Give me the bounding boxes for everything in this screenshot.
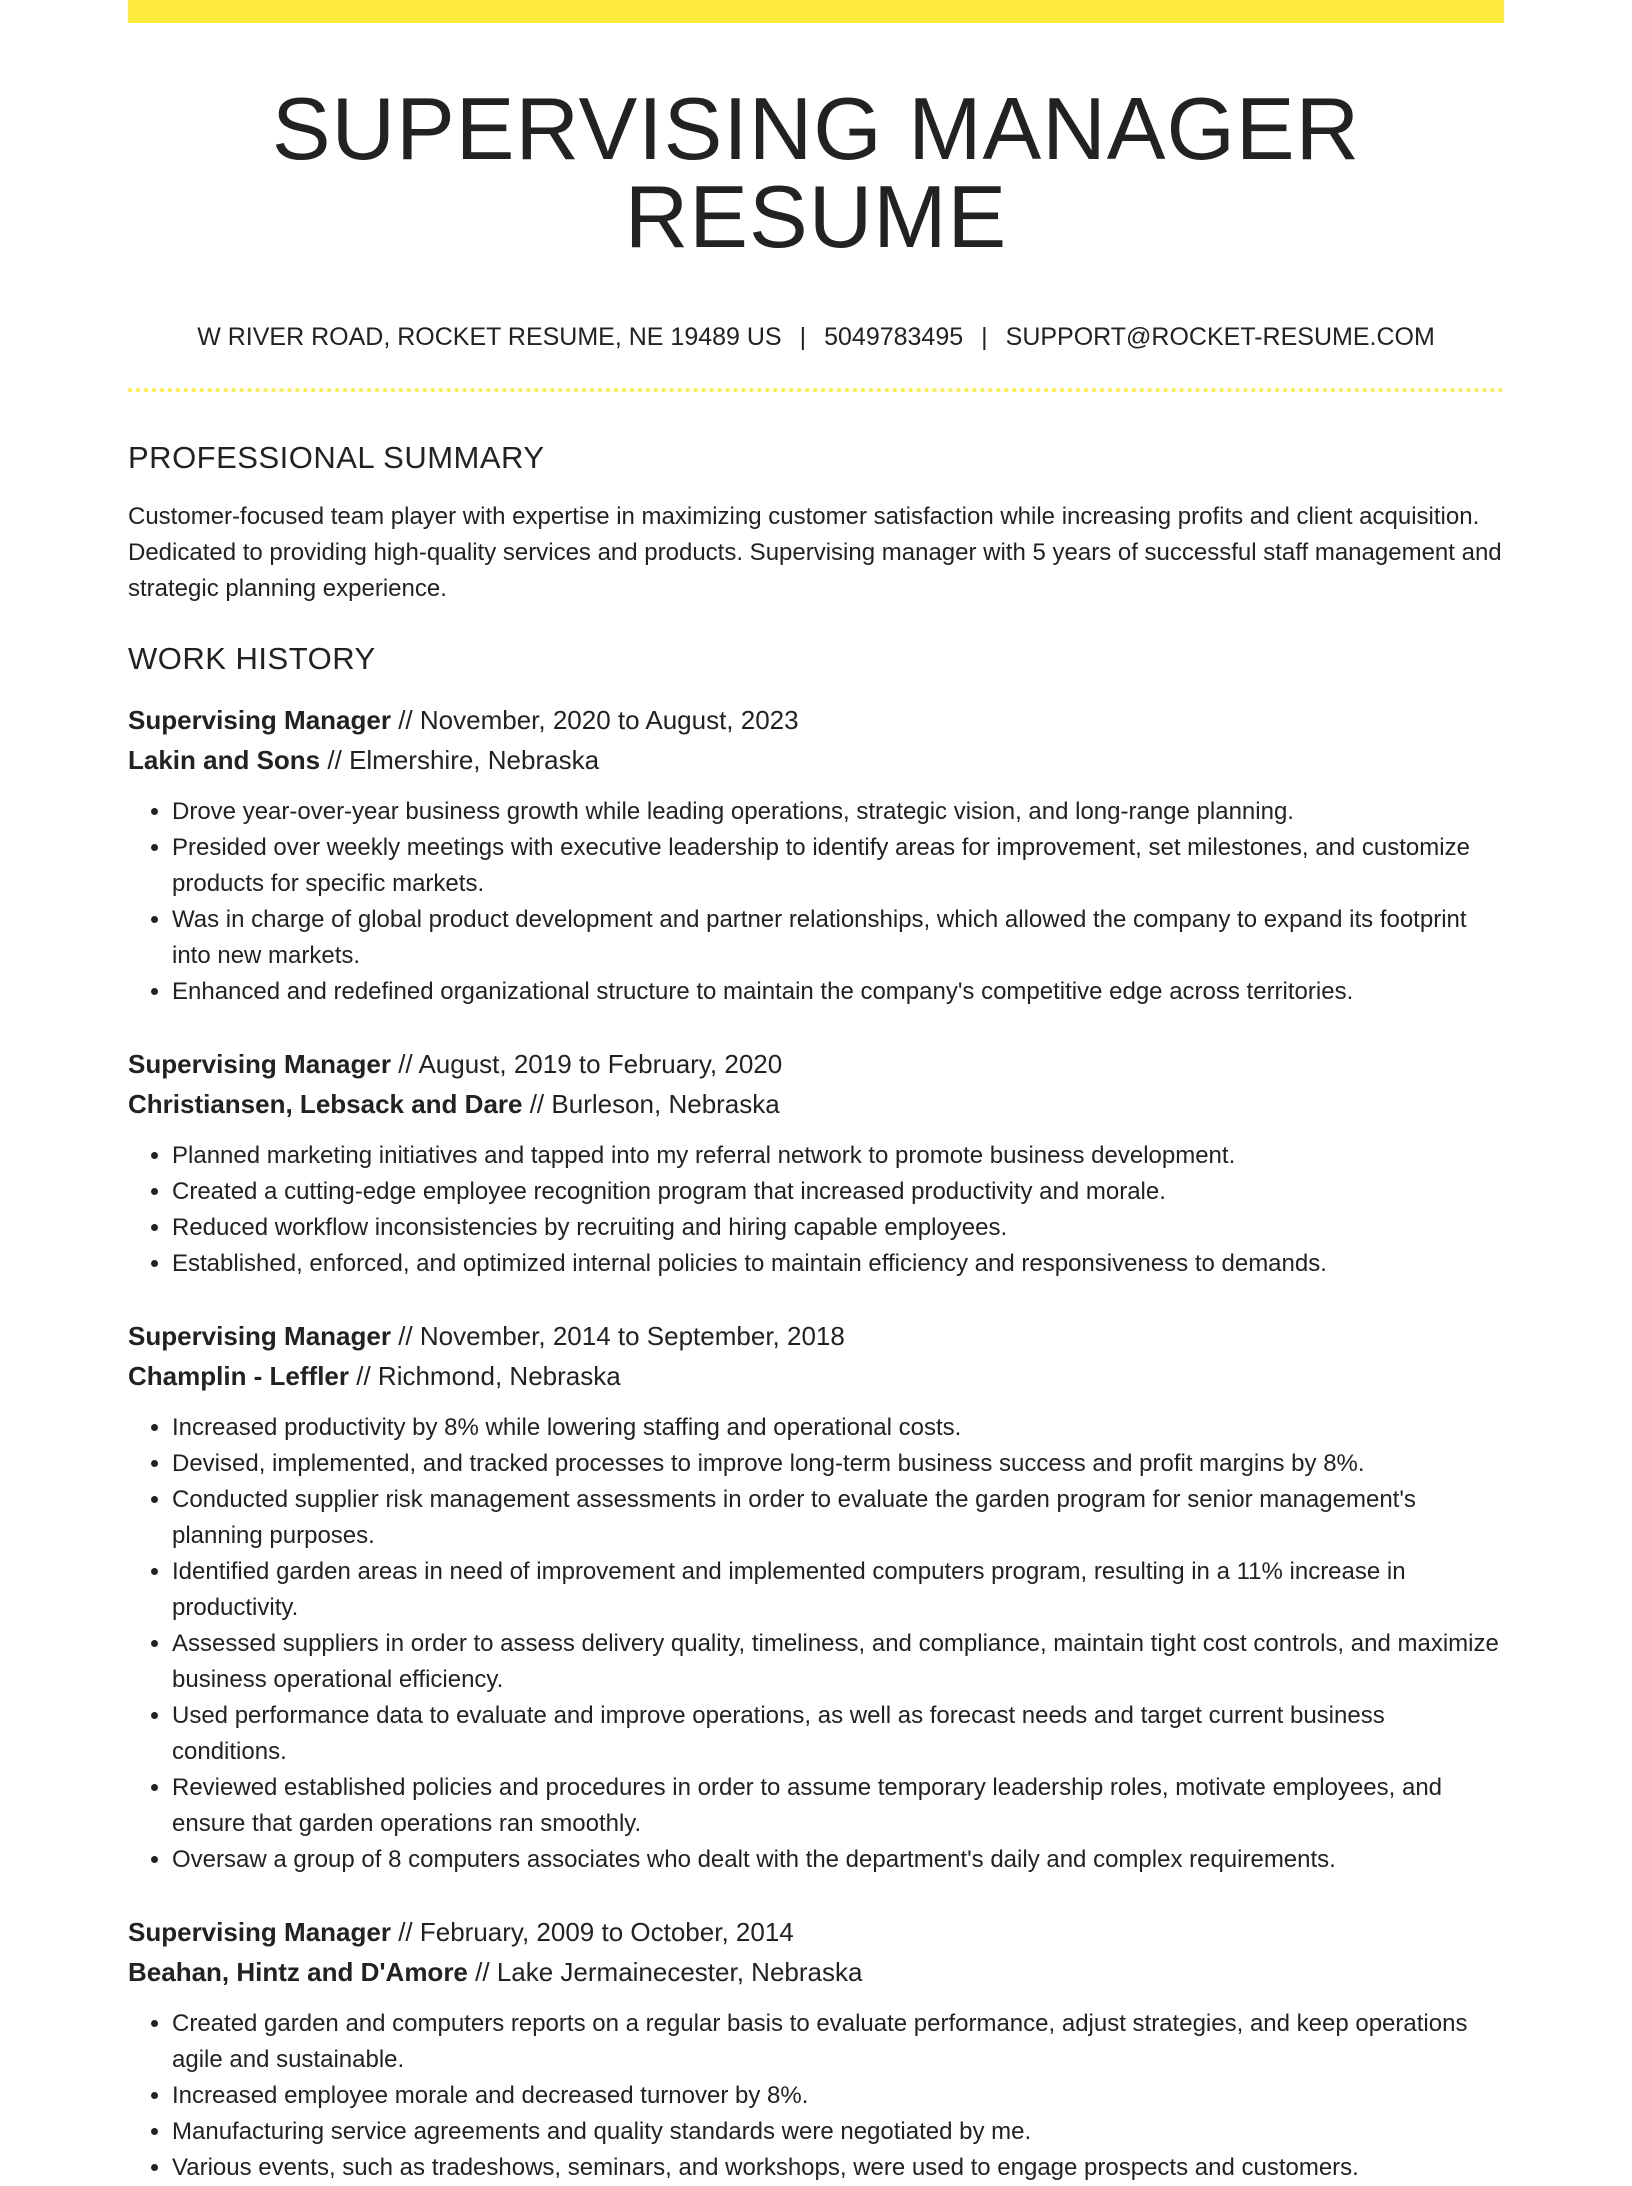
field-separator: // — [467, 1957, 497, 1987]
job-bullet: • Used performance data to evaluate and improve operations, as well as forecast needs and target current business conditions. — [172, 1698, 1504, 1770]
job-entry — [128, 1316, 1504, 1878]
field-separator: // — [390, 705, 420, 735]
field-separator: // — [390, 1321, 420, 1351]
job-bullet: • Reviewed established policies and procedures in order to assume temporary leadership roles, motivate employees, and ensure that garden operations ran smoothly. — [172, 1770, 1504, 1842]
contact-email: SUPPORT@ROCKET-RESUME.COM — [1005, 323, 1435, 351]
job-bullet: • Conducted supplier risk management assessments in order to evaluate the garden program for senior management's planning purposes. — [172, 1482, 1504, 1554]
summary-heading: PROFESSIONAL SUMMARY — [128, 440, 545, 475]
job-company-line — [128, 1356, 1504, 1396]
contact-line — [128, 325, 1504, 350]
field-separator: // — [522, 1089, 552, 1119]
job-bullet: • Established, enforced, and optimized internal policies to maintain efficiency and responsiveness to demands. — [172, 1246, 1504, 1282]
job-bullet: • Increased employee morale and decreased turnover by 8%. — [172, 2078, 1504, 2114]
job-entry — [128, 1912, 1504, 2186]
resume-title: SUPERVISING MANAGER RESUME — [271, 79, 1361, 266]
job-bullet: • Planned marketing initiatives and tapped into my referral network to promote business development. — [172, 1138, 1504, 1174]
job-company-line — [128, 1952, 1504, 1992]
field-separator: // — [349, 1361, 378, 1391]
dotted-divider — [128, 388, 1504, 392]
job-title: Supervising Manager — [128, 1917, 391, 1947]
job-bullet: • Identified garden areas in need of improvement and implemented computers program, resulting in a 11% increase in productivity. — [172, 1554, 1504, 1626]
job-bullet: • Created a cutting-edge employee recognition program that increased productivity and morale. — [172, 1174, 1504, 1210]
contact-separator: | — [981, 323, 988, 351]
job-bullet: • Created garden and computers reports on a regular basis to evaluate performance, adjust strategies, and keep operations agile and sustainable. — [172, 2006, 1504, 2078]
job-bullet: • Oversaw a group of 8 computers associates who dealt with the department's daily and complex requirements. — [172, 1842, 1504, 1878]
job-title: Supervising Manager — [128, 1321, 391, 1351]
job-entry — [128, 1044, 1504, 1282]
job-company: Champlin - Leffler — [128, 1361, 350, 1391]
summary-text: Customer-focused team player with expertise in maximizing customer satisfaction while increasing profits and client acquisition. Dedicated to providing high-quality services and products. Supervising manager with 5 years of successful staff management and strategic planning experience. — [128, 503, 1502, 602]
job-title-line — [128, 1912, 1504, 1952]
job-bullet-list — [128, 1138, 1504, 1282]
job-title: Supervising Manager — [128, 1049, 391, 1079]
job-company-line — [128, 740, 1504, 780]
resume-page — [128, 0, 1504, 2186]
job-location: Elmershire, Nebraska — [349, 745, 600, 775]
job-location: Lake Jermainecester, Nebraska — [496, 1957, 863, 1987]
job-dates: November, 2014 to September, 2018 — [419, 1321, 845, 1351]
accent-top-bar — [128, 0, 1504, 23]
job-bullet-list — [128, 2006, 1504, 2186]
job-location: Burleson, Nebraska — [551, 1089, 780, 1119]
field-separator: // — [390, 1917, 420, 1947]
job-bullet: • Reduced workflow inconsistencies by recruiting and hiring capable employees. — [172, 1210, 1504, 1246]
job-bullet: • Was in charge of global product development and partner relationships, which allowed the company to expand its footprint into new markets. — [172, 902, 1504, 974]
job-bullet: • Assessed suppliers in order to assess delivery quality, timeliness, and compliance, maintain tight cost controls, and maximize business operational efficiency. — [172, 1626, 1504, 1698]
job-location: Richmond, Nebraska — [377, 1361, 621, 1391]
job-company: Beahan, Hintz and D'Amore — [128, 1957, 468, 1987]
job-bullet: • Manufacturing service agreements and quality standards were negotiated by me. — [172, 2114, 1504, 2150]
job-bullet: • Presided over weekly meetings with executive leadership to identify areas for improvement, set milestones, and customize products for specific markets. — [172, 830, 1504, 902]
field-separator: // — [320, 745, 350, 775]
contact-address: W RIVER ROAD, ROCKET RESUME, NE 19489 US — [197, 323, 782, 351]
job-title-line — [128, 700, 1504, 740]
job-bullet: • Drove year-over-year business growth while leading operations, strategic vision, and long-range planning. — [172, 794, 1504, 830]
job-bullet: • Devised, implemented, and tracked processes to improve long-term business success and profit margins by 8%. — [172, 1446, 1504, 1482]
job-bullet-list — [128, 794, 1504, 1010]
job-title-line — [128, 1044, 1504, 1084]
work-history-heading: WORK HISTORY — [128, 641, 376, 676]
job-title: Supervising Manager — [128, 705, 391, 735]
job-company-line — [128, 1084, 1504, 1124]
job-bullet: • Various events, such as tradeshows, seminars, and workshops, were used to engage prospects and customers. — [172, 2150, 1504, 2186]
job-bullet: • Enhanced and redefined organizational structure to maintain the company's competitive edge across territories. — [172, 974, 1504, 1010]
contact-phone: 5049783495 — [824, 323, 964, 351]
job-dates: November, 2020 to August, 2023 — [419, 705, 799, 735]
job-entry — [128, 700, 1504, 1010]
job-dates: August, 2019 to February, 2020 — [418, 1049, 783, 1079]
job-bullet-list — [128, 1410, 1504, 1878]
job-title-line — [128, 1316, 1504, 1356]
job-company: Christiansen, Lebsack and Dare — [128, 1089, 523, 1119]
job-bullet: • Increased productivity by 8% while lowering staffing and operational costs. — [172, 1410, 1504, 1446]
job-dates: February, 2009 to October, 2014 — [419, 1917, 794, 1947]
job-company: Lakin and Sons — [128, 745, 321, 775]
contact-separator: | — [799, 323, 807, 351]
field-separator: // — [390, 1049, 419, 1079]
